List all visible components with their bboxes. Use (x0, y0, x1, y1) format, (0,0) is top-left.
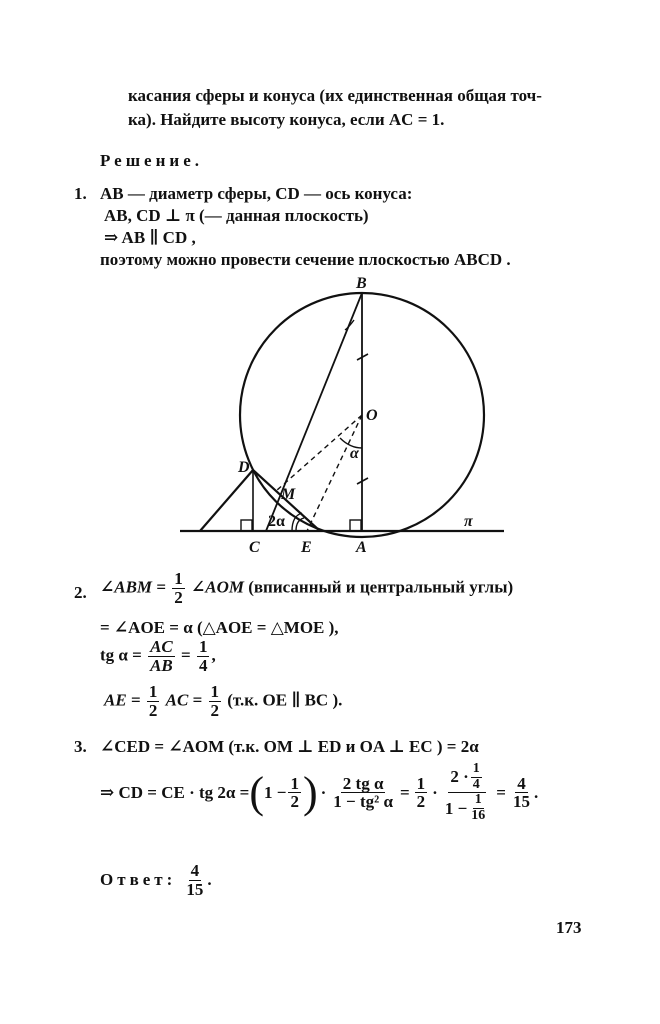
step2-line-2: = ∠AOE = α (△AOE = △MOE ), (100, 618, 339, 637)
page-number: 173 (556, 918, 582, 937)
label-a: A (356, 539, 367, 556)
step1-number: 1. (74, 184, 87, 203)
label-d: D (238, 459, 250, 476)
line-oe (307, 415, 362, 531)
intro-line-1: касания сферы и конуса (их единственная общая точ- (128, 86, 542, 105)
label-two-alpha: 2α (268, 513, 285, 530)
step2-line-4: AE = $\frac{1}{2}$ AC = $\frac{1}{2}$ (т.к. OE ∥ BC ). (104, 682, 343, 720)
label-e: E (301, 539, 312, 556)
solution-heading: Решение. (100, 151, 203, 170)
geometry-figure (0, 270, 660, 560)
step1-line-1: AB — диаметр сферы, CD — ось конуса: (100, 184, 413, 203)
label-c: C (249, 539, 260, 556)
step3-number: 3. (74, 737, 87, 756)
step1-line-2: AB, CD ⊥ π (— данная плоскость) (104, 206, 369, 225)
step3-line-1: ∠CED = ∠AOM (т.к. OM ⊥ ED и OA ⊥ EC ) = 2α (100, 737, 479, 756)
label-m: M (281, 486, 296, 503)
step2-line-3: tg α = $\frac{AC}{AB}$ = $\frac{1}{4}$ , (100, 637, 216, 675)
cone-side-left (200, 470, 253, 531)
label-alpha: α (350, 445, 359, 462)
label-pi: π (464, 513, 473, 530)
step1-line-3: ⇒ AB ∥ CD , (104, 228, 196, 247)
label-b: B (356, 275, 367, 292)
step3-line-2: ⇒ CD = CE · tg 2α = ( 1 − $\frac{1}{2}$ ) · $\frac{\text{2 tg α}}{\text{1 − tg² α}}$ = $\frac{1}{2}$ · 2 · $\frac{1}{4}$ 1 − $\frac{1}{16}$ = $\frac{4}{15}$ . (100, 761, 539, 824)
answer: Ответ: $\frac{4}{15}$ . (100, 861, 212, 899)
step2-line-1: ∠ABM = $\frac{1}{2}$ ∠AOM (вписанный и центральный углы) (100, 569, 514, 607)
step1-line-4: поэтому можно провести сечение плоскостью ABCD . (100, 250, 511, 269)
intro-line-2: ка). Найдите высоту конуса, если AC = 1. (128, 110, 445, 129)
step2-number: 2. (74, 583, 87, 602)
label-o: O (366, 407, 378, 424)
